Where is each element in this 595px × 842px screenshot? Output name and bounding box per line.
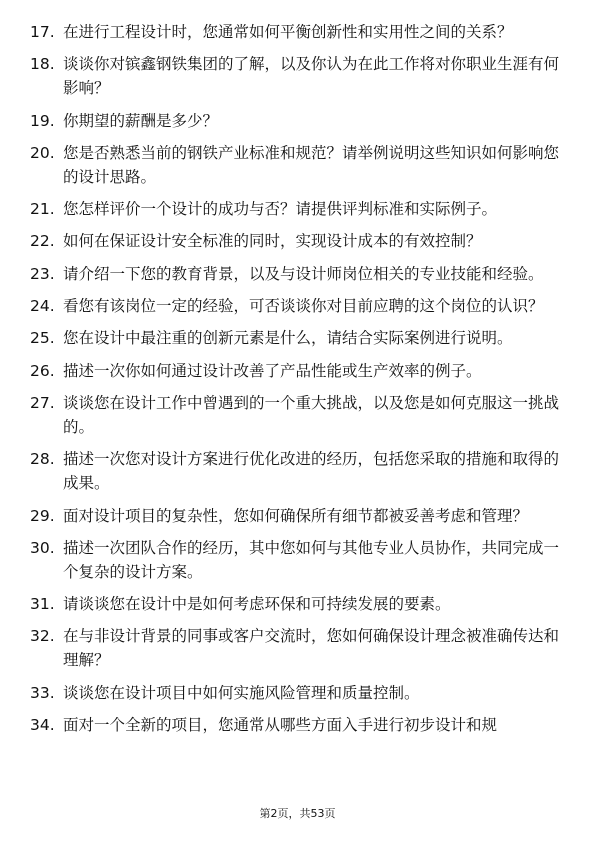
question-item xyxy=(30,197,570,221)
question-text: 请介绍一下您的教育背景，以及与设计师岗位相关的专业技能和经验。 xyxy=(63,264,544,283)
question-item xyxy=(30,52,570,100)
question-text: 在进行工程设计时，您通常如何平衡创新性和实用性之间的关系？ xyxy=(63,23,513,41)
question-item xyxy=(30,141,570,189)
question-item xyxy=(30,504,570,528)
question-number: 18. xyxy=(30,55,55,74)
question-number: 30. xyxy=(30,538,55,557)
question-text: 如何在保证设计安全标准的同时，实现设计成本的有效控制？ xyxy=(63,232,482,251)
question-item xyxy=(30,326,570,350)
question-text: 您怎样评价一个设计的成功与否？请提供评判标准和实际例子。 xyxy=(63,200,498,219)
question-item xyxy=(30,447,570,495)
question-item xyxy=(30,713,570,737)
question-text: 在与非设计背景的同事或客户交流时，您如何确保设计理念被准确传达和理解？ xyxy=(63,627,560,670)
question-item xyxy=(30,359,570,383)
question-item xyxy=(30,536,570,584)
question-item xyxy=(30,109,570,133)
question-text: 您在设计中最注重的创新元素是什么，请结合实际案例进行说明。 xyxy=(63,329,513,348)
question-item xyxy=(30,624,570,672)
question-number: 27. xyxy=(30,393,55,412)
question-text: 面对一个全新的项目，您通常从哪些方面入手进行初步设计和规 xyxy=(63,716,498,735)
question-item xyxy=(30,20,570,44)
question-item xyxy=(30,294,570,318)
question-number: 28. xyxy=(30,450,55,469)
question-number: 34. xyxy=(30,716,55,735)
question-text: 谈谈您在设计项目中如何实施风险管理和质量控制。 xyxy=(63,683,420,702)
question-item xyxy=(30,229,570,253)
question-number: 19. xyxy=(30,111,55,130)
page-footer: 第2页，共53页 xyxy=(259,807,336,820)
question-item xyxy=(30,262,570,286)
question-text: 描述一次您对设计方案进行优化改进的经历，包括您采取的措施和取得的成果。 xyxy=(63,450,560,493)
question-text: 请谈谈您在设计中是如何考虑环保和可持续发展的要素。 xyxy=(63,595,451,614)
question-number: 17. xyxy=(30,23,55,41)
question-item xyxy=(30,592,570,616)
question-item xyxy=(30,681,570,705)
question-number: 22. xyxy=(30,232,55,251)
question-number: 25. xyxy=(30,329,55,348)
question-number: 20. xyxy=(30,143,55,162)
question-number: 23. xyxy=(30,264,55,283)
question-text: 谈谈您在设计工作中曾遇到的一个重大挑战，以及您是如何克服这一挑战的。 xyxy=(63,393,560,436)
question-number: 32. xyxy=(30,627,55,646)
question-list xyxy=(30,20,570,745)
question-number: 21. xyxy=(30,200,55,219)
question-text: 你期望的薪酬是多少？ xyxy=(63,111,219,130)
question-text: 谈谈你对镔鑫钢铁集团的了解，以及你认为在此工作将对你职业生涯有何影响？ xyxy=(63,55,560,98)
question-number: 33. xyxy=(30,683,55,702)
question-number: 29. xyxy=(30,506,55,525)
question-item xyxy=(30,391,570,439)
question-text: 看您有该岗位一定的经验，可否谈谈你对目前应聘的这个岗位的认识？ xyxy=(63,297,544,316)
question-text: 描述一次你如何通过设计改善了产品性能或生产效率的例子。 xyxy=(63,361,482,380)
question-text: 面对设计项目的复杂性，您如何确保所有细节都被妥善考虑和管理？ xyxy=(63,506,529,525)
question-text: 描述一次团队合作的经历，其中您如何与其他专业人员协作，共同完成一个复杂的设计方案。 xyxy=(63,538,560,581)
question-number: 31. xyxy=(30,595,55,614)
question-number: 26. xyxy=(30,361,55,380)
question-text: 您是否熟悉当前的钢铁产业标准和规范？请举例说明这些知识如何影响您的设计思路。 xyxy=(63,143,560,186)
question-number: 24. xyxy=(30,297,55,316)
